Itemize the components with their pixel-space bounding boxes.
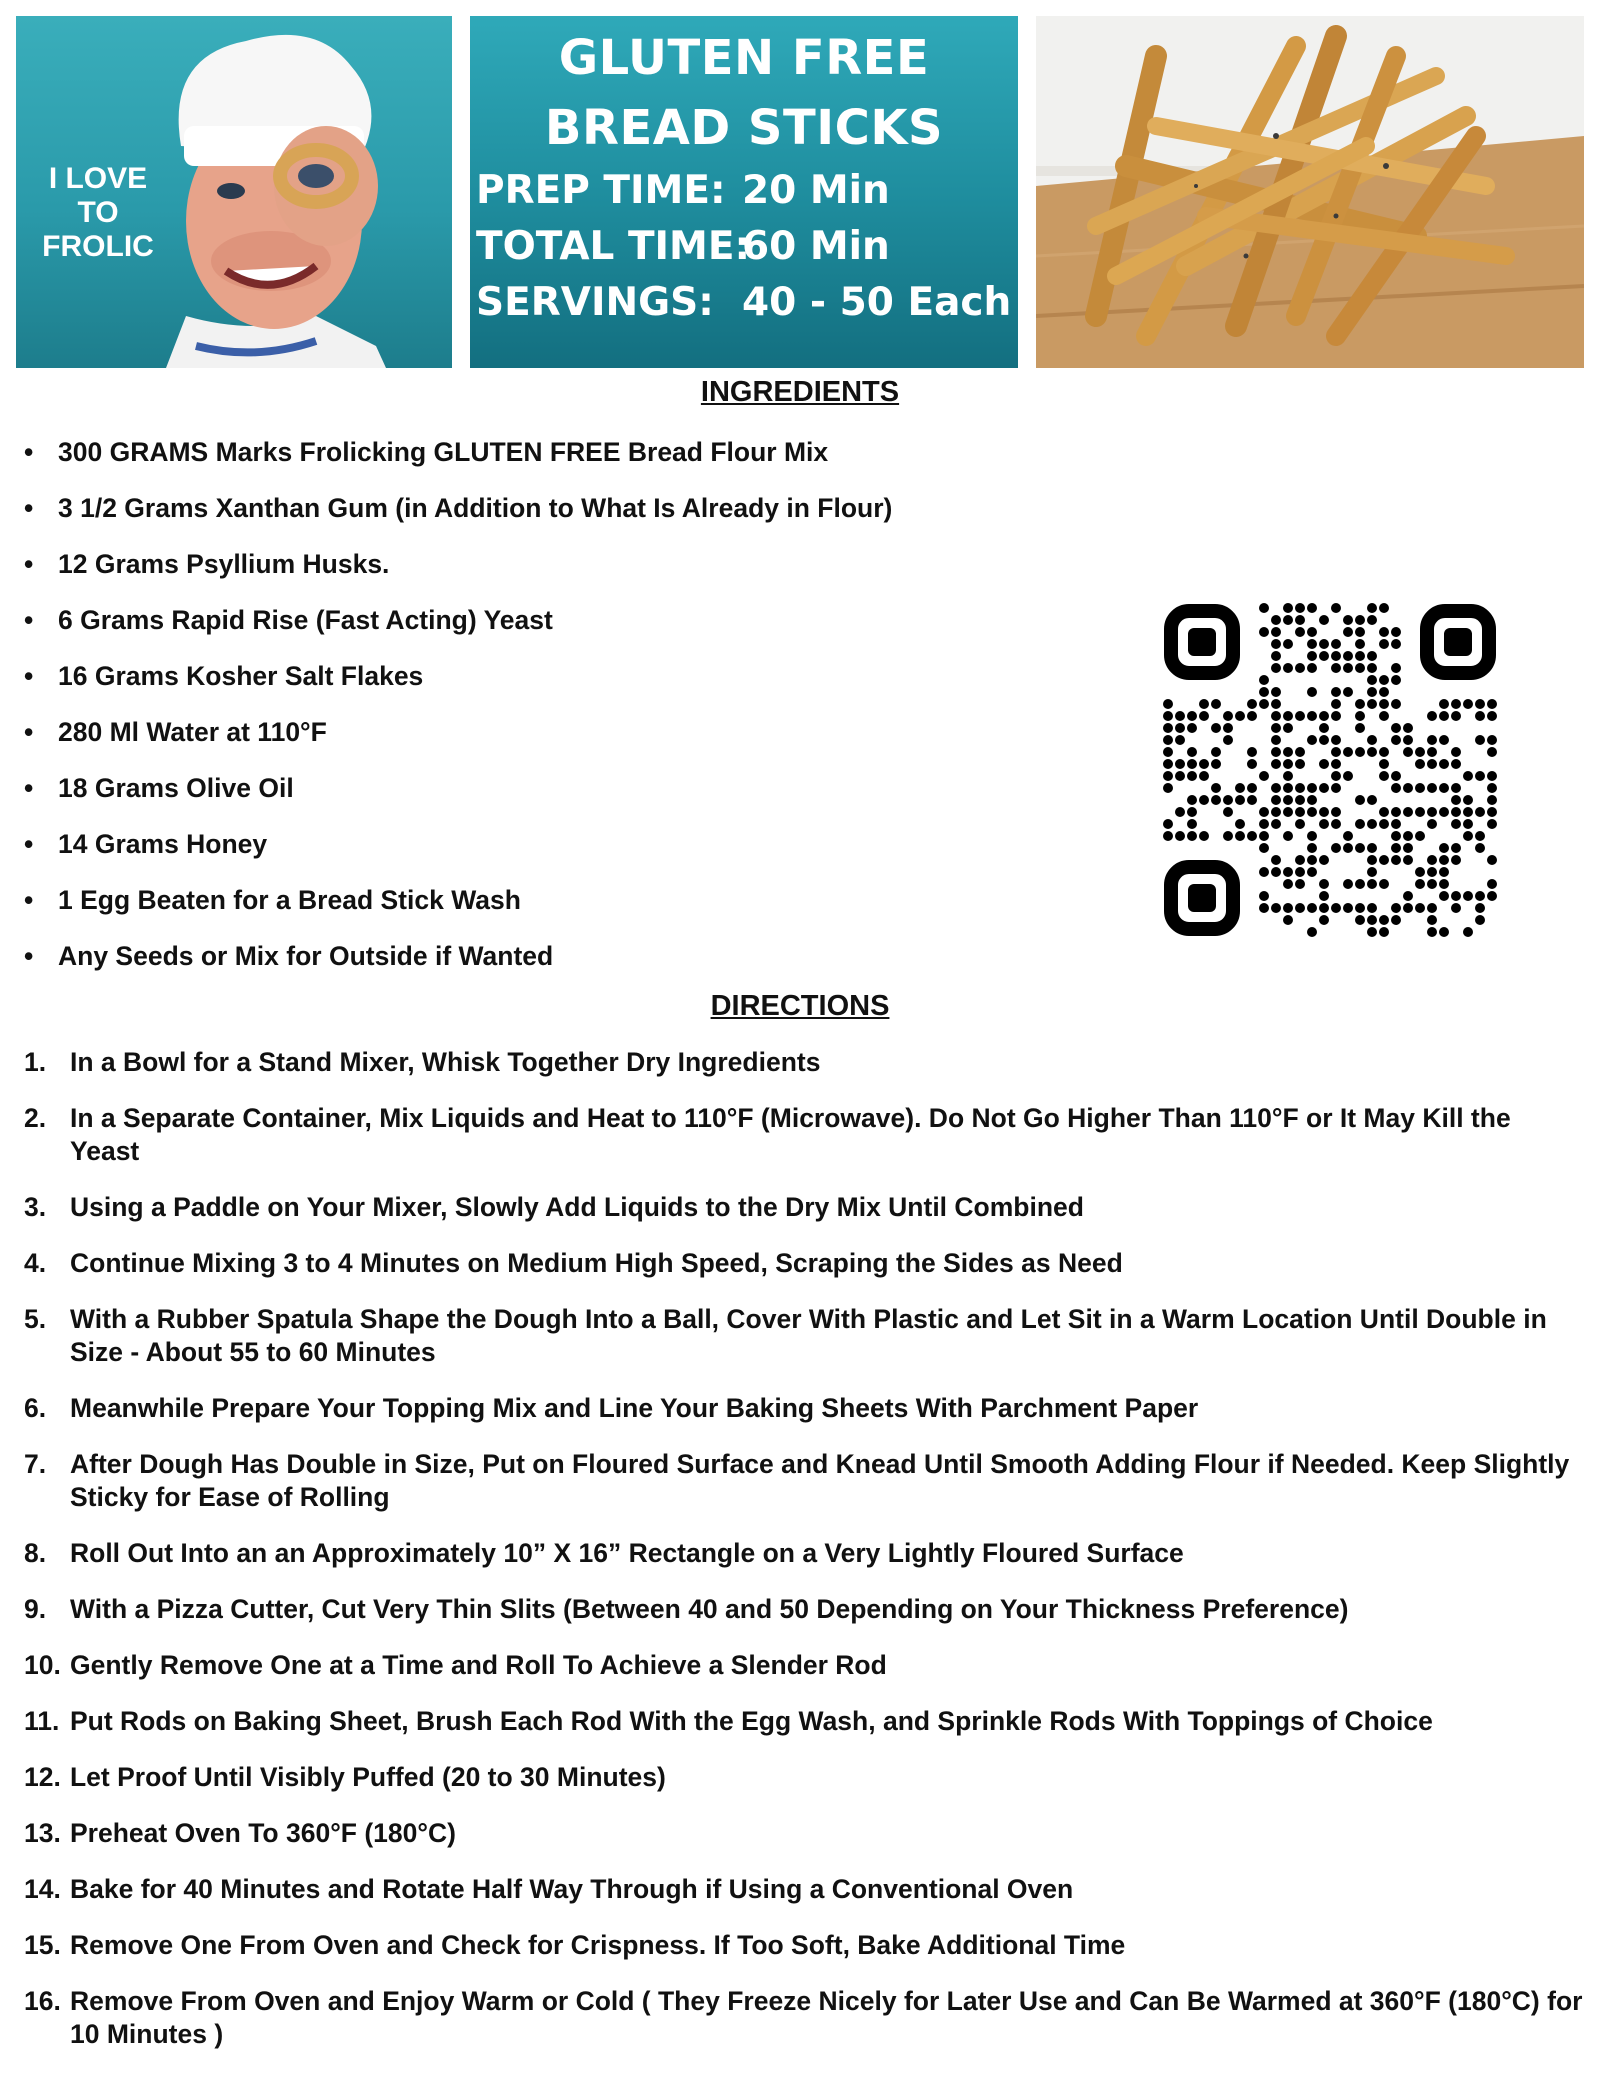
- servings-value: 40 - 50 Each: [742, 280, 1012, 325]
- direction-step: 9. With a Pizza Cutter, Cut Very Thin Slits (Between 40 and 50 Depending on Your Thickness Preference): [24, 1594, 1349, 1624]
- direction-step: 4. Continue Mixing 3 to 4 Minutes on Medium High Speed, Scraping the Sides as Need: [24, 1248, 1123, 1278]
- direction-step: 11. Put Rods on Baking Sheet, Brush Each Rod With the Egg Wash, and Sprinkle Rods With Toppings of Choice: [24, 1706, 1433, 1736]
- list-item: • 280 Ml Water at 110°F: [24, 717, 327, 747]
- direction-step: 1. In a Bowl for a Stand Mixer, Whisk Together Dry Ingredients: [24, 1047, 821, 1077]
- list-item: • 300 GRAMS Marks Frolicking GLUTEN FREE Bread Flour Mix: [24, 437, 829, 467]
- direction-step: 13. Preheat Oven To 360°F (180°C): [24, 1818, 456, 1848]
- total-time-value: 60 Min: [742, 224, 890, 269]
- direction-step: 16. Remove From Oven and Enjoy Warm or Cold ( They Freeze Nicely for Later Use and Can Be Warmed at 360°F (180°C) for 10 Minutes ): [24, 1986, 1583, 2049]
- servings-label: SERVINGS:: [476, 280, 714, 325]
- qr-code[interactable]: [1162, 602, 1498, 938]
- list-item: • 14 Grams Honey: [24, 829, 268, 859]
- i-love-to-frolic-text: [38, 162, 158, 264]
- title-panel: [470, 16, 1018, 368]
- list-item: • 16 Grams Kosher Salt Flakes: [24, 661, 424, 691]
- prep-time-value: 20 Min: [742, 168, 890, 213]
- prep-time-label: PREP TIME:: [476, 168, 726, 213]
- chef-photo-panel: [16, 16, 452, 368]
- recipe-title-line-1: GLUTEN FREE: [558, 30, 930, 86]
- direction-step: 14. Bake for 40 Minutes and Rotate Half Way Through if Using a Conventional Oven: [24, 1874, 1074, 1904]
- direction-step: 12. Let Proof Until Visibly Puffed (20 to 30 Minutes): [24, 1762, 666, 1792]
- badge-line-1: I LOVE: [48, 162, 148, 195]
- direction-step: 10. Gently Remove One at a Time and Roll To Achieve a Slender Rod: [24, 1650, 887, 1680]
- recipe-header: [16, 16, 1584, 368]
- direction-step: 8. Roll Out Into an an Approximately 10” X 16” Rectangle on a Very Lightly Floured Surface: [24, 1538, 1184, 1568]
- list-item: • 6 Grams Rapid Rise (Fast Acting) Yeast: [24, 605, 553, 635]
- list-item: • 12 Grams Psyllium Husks.: [24, 549, 390, 579]
- direction-step: 5. With a Rubber Spatula Shape the Dough Into a Ball, Cover With Plastic and Let Sit in a Warm Location Until Double in Size - About 55 to 60 Minutes: [24, 1304, 1547, 1367]
- breadsticks-photo: [1036, 16, 1584, 368]
- badge-line-2: TO: [77, 196, 119, 229]
- directions-heading: DIRECTIONS: [710, 990, 890, 1022]
- breadsticks-image: [1036, 16, 1584, 368]
- direction-step: 6. Meanwhile Prepare Your Topping Mix and Line Your Baking Sheets With Parchment Paper: [24, 1393, 1199, 1423]
- list-item: • 1 Egg Beaten for a Bread Stick Wash: [24, 885, 521, 915]
- list-item: • 3 1/2 Grams Xanthan Gum (in Addition to What Is Already in Flour): [24, 493, 893, 523]
- total-time-label: TOTAL TIME:: [476, 224, 751, 269]
- direction-step: 7. After Dough Has Double in Size, Put on Floured Surface and Knead Until Smooth Adding Flour if Needed. Keep Slightly Sticky for Ease of Rolling: [24, 1449, 1570, 1512]
- ingredients-heading: INGREDIENTS: [700, 376, 900, 408]
- direction-step: 3. Using a Paddle on Your Mixer, Slowly Add Liquids to the Dry Mix Until Combined: [24, 1192, 1084, 1222]
- badge-line-3: FROLIC: [42, 230, 154, 263]
- list-item: • Any Seeds or Mix for Outside if Wanted: [24, 941, 554, 971]
- directions-list: [24, 1046, 1584, 2074]
- recipe-title-line-2: BREAD STICKS: [544, 100, 944, 156]
- ingredients-list: [24, 424, 1124, 984]
- direction-step: 15. Remove One From Oven and Check for Crispness. If Too Soft, Bake Additional Time: [24, 1930, 1126, 1960]
- list-item: • 18 Grams Olive Oil: [24, 773, 294, 803]
- direction-step: 2. In a Separate Container, Mix Liquids and Heat to 110°F (Microwave). Do Not Go Higher Than 110°F or It May Kill the Yeast: [24, 1103, 1511, 1166]
